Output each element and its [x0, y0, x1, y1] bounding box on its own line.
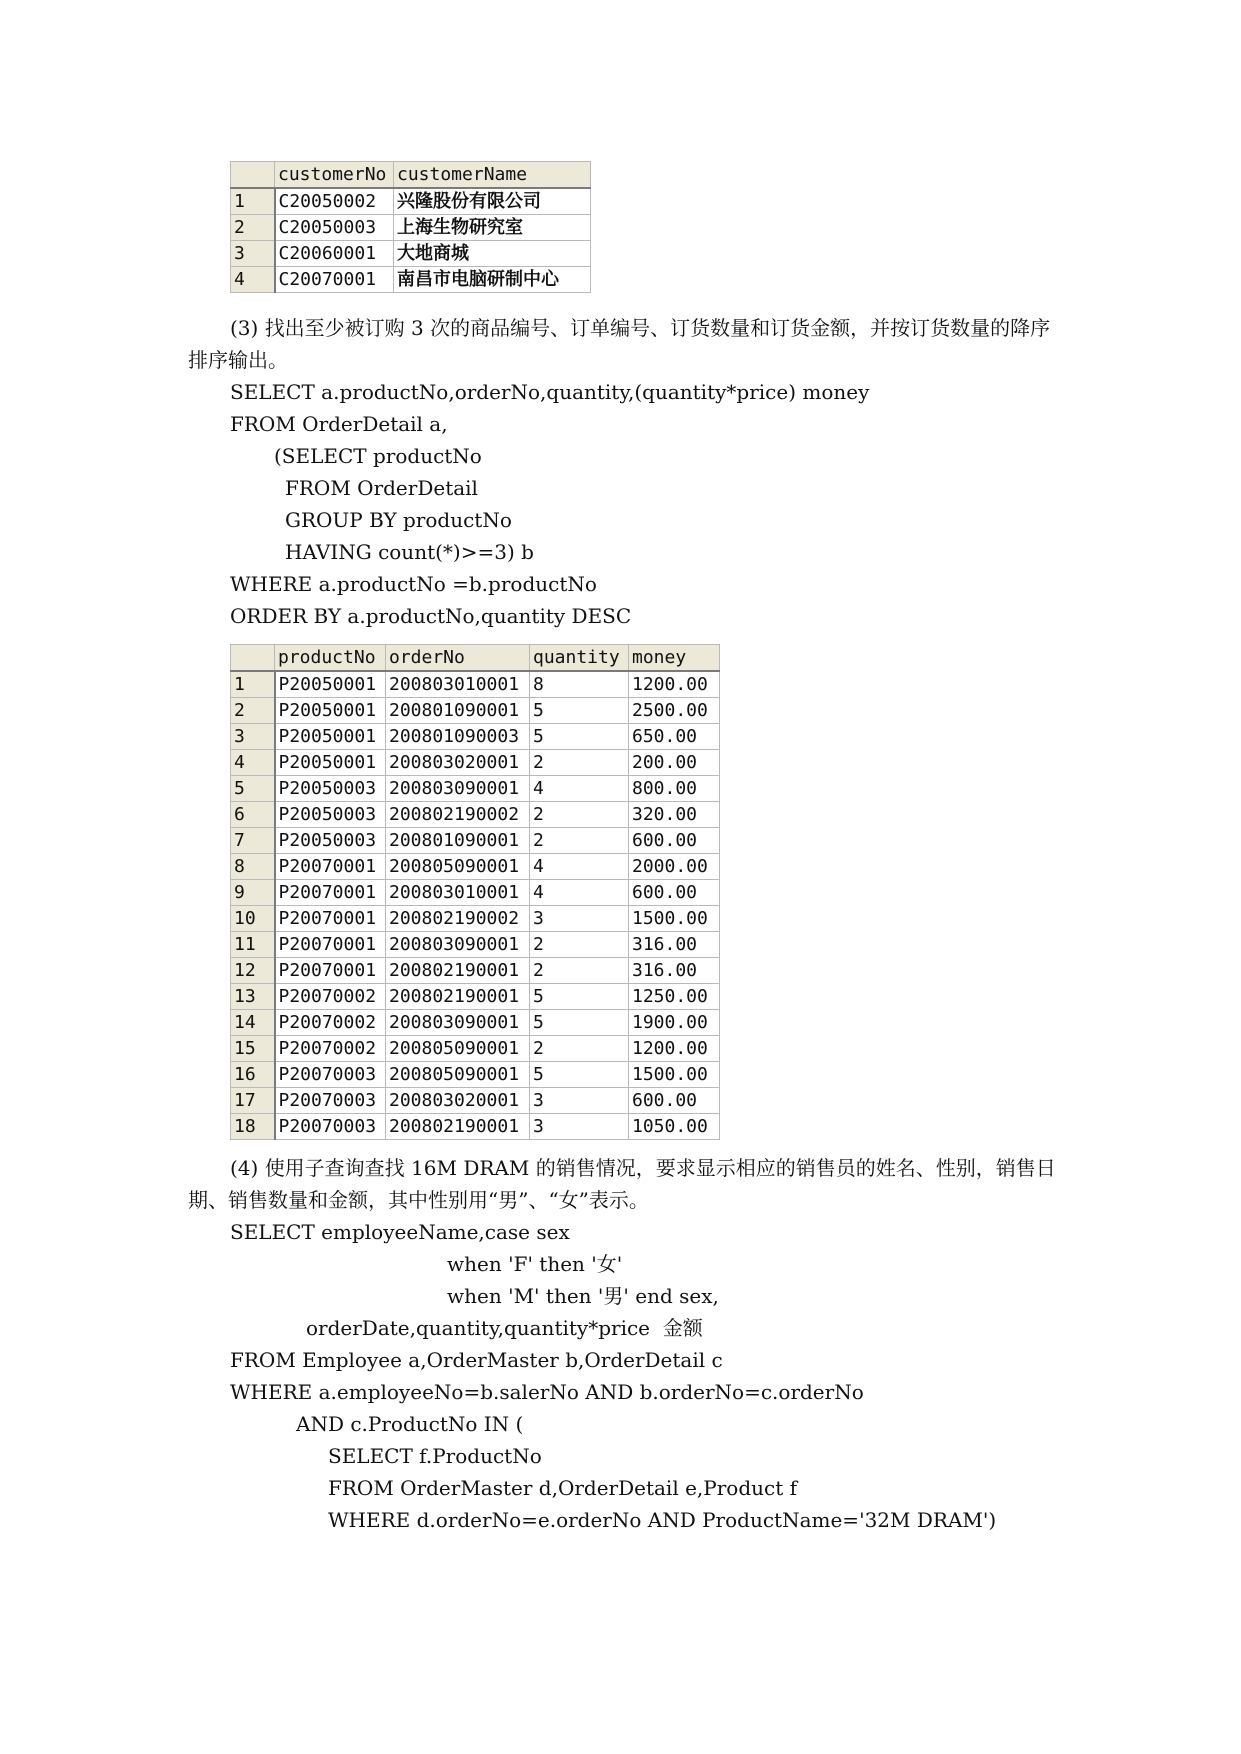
table-row: [231, 1088, 720, 1114]
sql-line: FROM Employee a,OrderMaster b,OrderDetail c: [230, 1348, 723, 1372]
order-no-cell: 200802190002: [386, 906, 530, 932]
money-cell: 600.00: [629, 1088, 720, 1114]
sql-line: WHERE d.orderNo=e.orderNo AND ProductName='32M DRAM'): [328, 1508, 997, 1532]
order-no-cell: 200803020001: [386, 1088, 530, 1114]
table-row: [231, 880, 720, 906]
order-no-cell: 200802190001: [386, 958, 530, 984]
quantity-cell: 4: [530, 776, 629, 802]
customer-result-grid: [230, 161, 591, 293]
order-no-cell: 200803090001: [386, 1010, 530, 1036]
table-row: [231, 267, 591, 293]
quantity-cell: 2: [530, 932, 629, 958]
money-cell: 1050.00: [629, 1114, 720, 1140]
sql-line: SELECT f.ProductNo: [328, 1444, 542, 1468]
sql-line: (SELECT productNo: [274, 444, 482, 468]
quantity-cell: 5: [530, 984, 629, 1010]
table-row: [231, 854, 720, 880]
quantity-cell: 2: [530, 828, 629, 854]
product-no-cell: P20070001: [275, 906, 386, 932]
column-header-quantity: quantity: [530, 645, 629, 672]
product-no-cell: P20050001: [275, 750, 386, 776]
table-row: [231, 828, 720, 854]
customer-name-cell: 上海生物研究室: [394, 215, 591, 241]
sql-line: orderDate,quantity,quantity*price 金额: [306, 1316, 703, 1340]
order-no-cell: 200801090001: [386, 828, 530, 854]
product-no-cell: P20070003: [275, 1114, 386, 1140]
row-number: 10: [231, 906, 275, 932]
customer-name-cell: 兴隆股份有限公司: [394, 188, 591, 215]
table-row: [231, 698, 720, 724]
product-no-cell: P20070003: [275, 1088, 386, 1114]
quantity-cell: 5: [530, 1010, 629, 1036]
grid-header-row: [231, 645, 720, 672]
row-number: 2: [231, 698, 275, 724]
quantity-cell: 4: [530, 854, 629, 880]
row-number: 13: [231, 984, 275, 1010]
row-number: 15: [231, 1036, 275, 1062]
row-number: 9: [231, 880, 275, 906]
table-row: [231, 802, 720, 828]
money-cell: 1500.00: [629, 1062, 720, 1088]
row-number: 7: [231, 828, 275, 854]
quantity-cell: 3: [530, 1088, 629, 1114]
order-no-cell: 200803020001: [386, 750, 530, 776]
quantity-cell: 2: [530, 750, 629, 776]
money-cell: 600.00: [629, 880, 720, 906]
table-row: [231, 984, 720, 1010]
product-no-cell: P20050003: [275, 776, 386, 802]
sql-line: SELECT a.productNo,orderNo,quantity,(quantity*price) money: [230, 380, 870, 404]
money-cell: 200.00: [629, 750, 720, 776]
row-number: 1: [231, 671, 275, 698]
sql-line: FROM OrderMaster d,OrderDetail e,Product f: [328, 1476, 798, 1500]
order-no-cell: 200802190001: [386, 984, 530, 1010]
row-number: 4: [231, 750, 275, 776]
sql-line: WHERE a.employeeNo=b.salerNo AND b.orderNo=c.orderNo: [230, 1380, 864, 1404]
money-cell: 1250.00: [629, 984, 720, 1010]
order-no-cell: 200803010001: [386, 880, 530, 906]
sql-line: ORDER BY a.productNo,quantity DESC: [230, 604, 632, 628]
sql-line: HAVING count(*)>=3) b: [285, 540, 534, 564]
customer-no-cell: C20050002: [275, 188, 394, 215]
table-row: [231, 958, 720, 984]
row-number: 8: [231, 854, 275, 880]
order-no-cell: 200802190001: [386, 1114, 530, 1140]
quantity-cell: 3: [530, 906, 629, 932]
quantity-cell: 3: [530, 1114, 629, 1140]
sql-line: WHERE a.productNo =b.productNo: [230, 572, 597, 596]
product-no-cell: P20050001: [275, 698, 386, 724]
table-row: [231, 724, 720, 750]
sql-line: SELECT employeeName,case sex: [230, 1220, 570, 1244]
sql-line: when 'M' then '男' end sex,: [447, 1284, 719, 1308]
row-number: 18: [231, 1114, 275, 1140]
table-row: [231, 1010, 720, 1036]
order-no-cell: 200803090001: [386, 776, 530, 802]
money-cell: 1200.00: [629, 1036, 720, 1062]
table-row: [231, 671, 720, 698]
product-no-cell: P20050003: [275, 828, 386, 854]
table-row: [231, 1036, 720, 1062]
sql-line: when 'F' then '女': [447, 1252, 623, 1276]
customer-name-cell: 大地商城: [394, 241, 591, 267]
table-row: [231, 215, 591, 241]
row-number: 3: [231, 724, 275, 750]
product-no-cell: P20070001: [275, 932, 386, 958]
customer-no-cell: C20060001: [275, 241, 394, 267]
sql-line: GROUP BY productNo: [285, 508, 512, 532]
table-row: [231, 188, 591, 215]
product-no-cell: P20050001: [275, 724, 386, 750]
product-no-cell: P20070001: [275, 854, 386, 880]
money-cell: 1200.00: [629, 671, 720, 698]
product-no-cell: P20070002: [275, 984, 386, 1010]
sql-line: FROM OrderDetail a,: [230, 412, 448, 436]
row-number: 12: [231, 958, 275, 984]
quantity-cell: 4: [530, 880, 629, 906]
order-no-cell: 200805090001: [386, 1036, 530, 1062]
money-cell: 600.00: [629, 828, 720, 854]
quantity-cell: 5: [530, 698, 629, 724]
product-no-cell: P20050003: [275, 802, 386, 828]
grid-corner-cell: [231, 645, 275, 672]
column-header-customerName: customerName: [394, 162, 591, 189]
product-no-cell: P20070001: [275, 880, 386, 906]
order-no-cell: 200805090001: [386, 1062, 530, 1088]
row-number: 4: [231, 267, 275, 293]
row-number: 11: [231, 932, 275, 958]
sql-line: AND c.ProductNo IN (: [296, 1412, 524, 1436]
order-no-cell: 200801090001: [386, 698, 530, 724]
order-no-cell: 200803010001: [386, 671, 530, 698]
column-header-money: money: [629, 645, 720, 672]
quantity-cell: 5: [530, 724, 629, 750]
order-no-cell: 200805090001: [386, 854, 530, 880]
product-no-cell: P20070002: [275, 1010, 386, 1036]
money-cell: 2500.00: [629, 698, 720, 724]
table-row: [231, 1114, 720, 1140]
table-row: [231, 776, 720, 802]
order-detail-grid-body: [231, 671, 720, 1140]
order-detail-result-grid: [230, 644, 720, 1140]
product-no-cell: P20050001: [275, 671, 386, 698]
table-row: [231, 1062, 720, 1088]
table-row: [231, 906, 720, 932]
order-no-cell: 200801090003: [386, 724, 530, 750]
row-number: 17: [231, 1088, 275, 1114]
money-cell: 320.00: [629, 802, 720, 828]
money-cell: 2000.00: [629, 854, 720, 880]
money-cell: 316.00: [629, 958, 720, 984]
sql-line: FROM OrderDetail: [285, 476, 478, 500]
quantity-cell: 8: [530, 671, 629, 698]
money-cell: 1900.00: [629, 1010, 720, 1036]
column-header-productNo: productNo: [275, 645, 386, 672]
grid-header-row: [231, 162, 591, 189]
product-no-cell: P20070001: [275, 958, 386, 984]
quantity-cell: 2: [530, 1036, 629, 1062]
customer-no-cell: C20050003: [275, 215, 394, 241]
grid-corner-cell: [231, 162, 275, 189]
question-4-text: (4) 使用子查询查找 16M DRAM 的销售情况，要求显示相应的销售员的姓名、性别，销售日期、销售数量和金额，其中性别用“男”、“女”表示。: [188, 1156, 1056, 1212]
question-3-text: (3) 找出至少被订购 3 次的商品编号、订单编号、订货数量和订货金额，并按订货数量的降序排序输出。: [188, 316, 1051, 372]
money-cell: 1500.00: [629, 906, 720, 932]
table-row: [231, 750, 720, 776]
quantity-cell: 5: [530, 1062, 629, 1088]
money-cell: 316.00: [629, 932, 720, 958]
product-no-cell: P20070002: [275, 1036, 386, 1062]
money-cell: 650.00: [629, 724, 720, 750]
quantity-cell: 2: [530, 958, 629, 984]
column-header-customerNo: customerNo: [275, 162, 394, 189]
order-no-cell: 200803090001: [386, 932, 530, 958]
row-number: 3: [231, 241, 275, 267]
money-cell: 800.00: [629, 776, 720, 802]
table-row: [231, 932, 720, 958]
row-number: 16: [231, 1062, 275, 1088]
row-number: 1: [231, 188, 275, 215]
customer-no-cell: C20070001: [275, 267, 394, 293]
customer-name-cell: 南昌市电脑研制中心: [394, 267, 591, 293]
row-number: 14: [231, 1010, 275, 1036]
row-number: 2: [231, 215, 275, 241]
column-header-orderNo: orderNo: [386, 645, 530, 672]
row-number: 5: [231, 776, 275, 802]
order-no-cell: 200802190002: [386, 802, 530, 828]
table-row: [231, 241, 591, 267]
row-number: 6: [231, 802, 275, 828]
quantity-cell: 2: [530, 802, 629, 828]
product-no-cell: P20070003: [275, 1062, 386, 1088]
